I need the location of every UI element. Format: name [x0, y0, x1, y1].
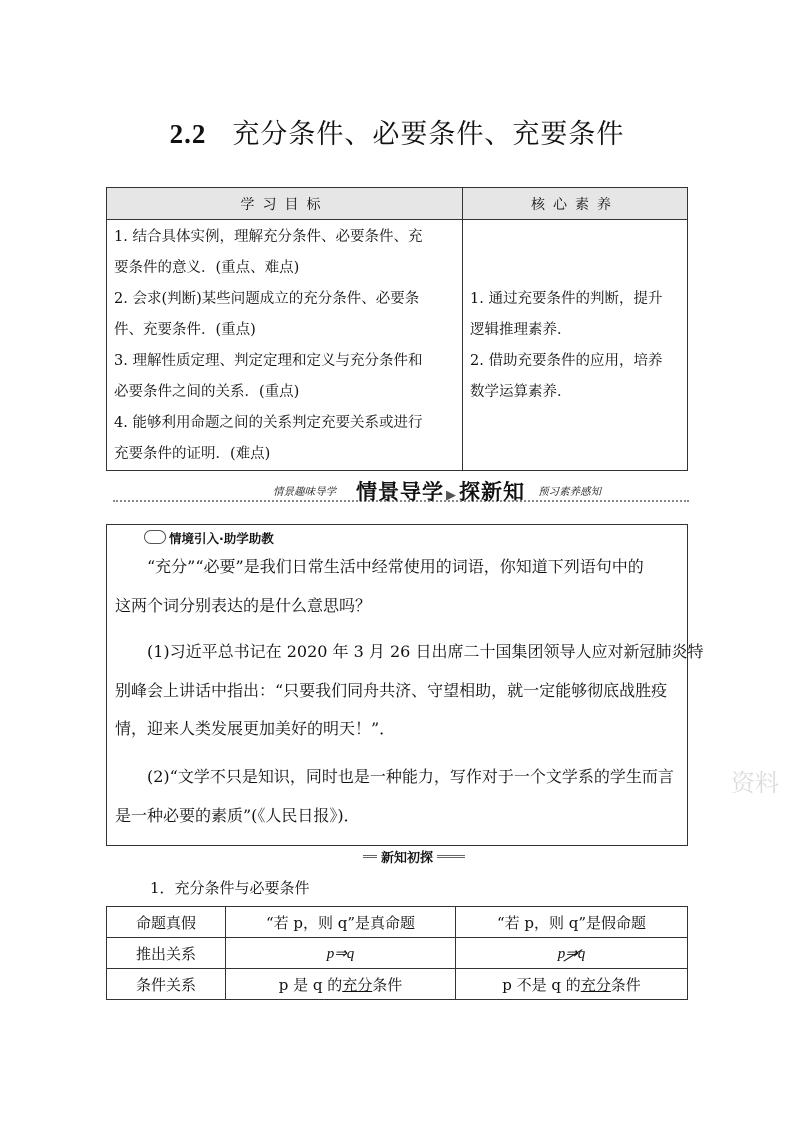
table-row — [107, 969, 688, 1000]
cell-text: 条件 — [372, 975, 403, 994]
section-banner — [113, 478, 689, 504]
banner-heading-b: 探新知 — [459, 480, 525, 504]
intro-paragraph — [115, 758, 683, 835]
table-row — [107, 938, 688, 969]
intro-paragraph — [115, 633, 704, 749]
banner-left-caption: 情景趣味导学 — [273, 486, 336, 498]
learning-goals-cell — [107, 220, 463, 471]
row-key: 条件关系 — [107, 969, 226, 1000]
false-case-cell — [456, 969, 688, 1000]
section-label — [363, 848, 465, 866]
watermark: 资料 — [731, 769, 779, 797]
cell-text: p 是 q 的 — [278, 975, 343, 994]
literacy-line: 1. 通过充要条件的判断，提升 — [470, 291, 663, 307]
section-number: 2.2 — [169, 119, 207, 149]
lightbulb-icon — [144, 530, 166, 544]
goal-line: 件、充要条件．(重点) — [114, 322, 256, 338]
arrow-icon: ▶ — [446, 488, 457, 503]
condition-table — [106, 906, 688, 1000]
true-case-cell: “若 p，则 q”是真命题 — [226, 907, 456, 938]
intro-box — [106, 524, 704, 846]
implies-cell — [226, 938, 456, 969]
goal-line: 3. 理解性质定理、判定定理和定义与充分条件和 — [114, 353, 423, 369]
goal-line: 要条件的意义．(重点、难点) — [114, 260, 300, 276]
banner-right-caption: 预习素养感知 — [538, 486, 601, 498]
intro-paragraph — [115, 548, 683, 625]
answer-blank: 充分 — [580, 975, 611, 994]
title-text: 充分条件、必要条件、充要条件 — [232, 119, 625, 150]
intro-line: (1)习近平总书记在 2020 年 3 月 26 日出席二十国集团领导人应对新冠肺炎特 — [147, 642, 704, 661]
answer-blank: 充分 — [342, 975, 373, 994]
intro-line: 情，迎来人类发展更加美好的明天！”． — [115, 719, 396, 738]
section-label-text: 新知初探 — [377, 847, 437, 866]
page-title — [0, 112, 794, 151]
literacy-line: 2. 借助充要条件的应用，培养 — [470, 353, 663, 369]
true-case-cell — [226, 969, 456, 1000]
intro-line: 这两个词分别表达的是什么意思吗？ — [115, 595, 372, 615]
goal-line: 2. 会求(判断)某些问题成立的充分条件、必要条 — [114, 291, 420, 307]
banner-heading — [356, 476, 525, 506]
not-implies-expression: p⇒q — [557, 945, 586, 962]
intro-line: 别峰会上讲话中指出：“只要我们同舟共济、守望相助，就一定能够彻底战胜疫 — [115, 680, 668, 700]
header-learning-goals: 学习目标 — [107, 188, 463, 220]
banner-heading-a: 情景导学 — [356, 480, 444, 504]
core-literacy-cell — [463, 220, 688, 471]
header-core-literacy: 核心素养 — [463, 188, 688, 220]
cell-text: 条件 — [610, 975, 641, 994]
row-key: 命题真假 — [107, 907, 226, 938]
literacy-line: 逻辑推理素养． — [470, 322, 572, 338]
table-row — [107, 907, 688, 938]
cell-text: p 不是 q 的 — [502, 975, 581, 994]
intro-tag-label: 情境引入·助学助教 — [169, 531, 274, 546]
literacy-line: 数学运算素养． — [470, 384, 572, 400]
implies-expression: p⇒q — [326, 945, 355, 962]
intro-tag — [144, 529, 274, 547]
row-key: 推出关系 — [107, 938, 226, 969]
goal-line: 1. 结合具体实例，理解充分条件、必要条件、充 — [114, 229, 423, 245]
goal-line: 必要条件之间的关系．(重点) — [114, 384, 300, 400]
goal-line: 4. 能够利用命题之间的关系判定充要关系或进行 — [114, 415, 423, 431]
intro-line: (2)“文学不只是知识，同时也是一种能力，写作对于一个文学系的学生而言 — [147, 767, 674, 786]
false-case-cell: “若 p，则 q”是假命题 — [456, 907, 688, 938]
objectives-table — [106, 187, 688, 471]
subheading: 1．充分条件与必要条件 — [150, 879, 310, 897]
intro-line: 是一种必要的素质”(《人民日报》)． — [115, 805, 360, 825]
goal-line: 充要条件的证明．(难点) — [114, 446, 271, 462]
not-implies-cell — [456, 938, 688, 969]
intro-line: “充分”“必要”是我们日常生活中经常使用的词语，你知道下列语句中的 — [147, 557, 644, 576]
